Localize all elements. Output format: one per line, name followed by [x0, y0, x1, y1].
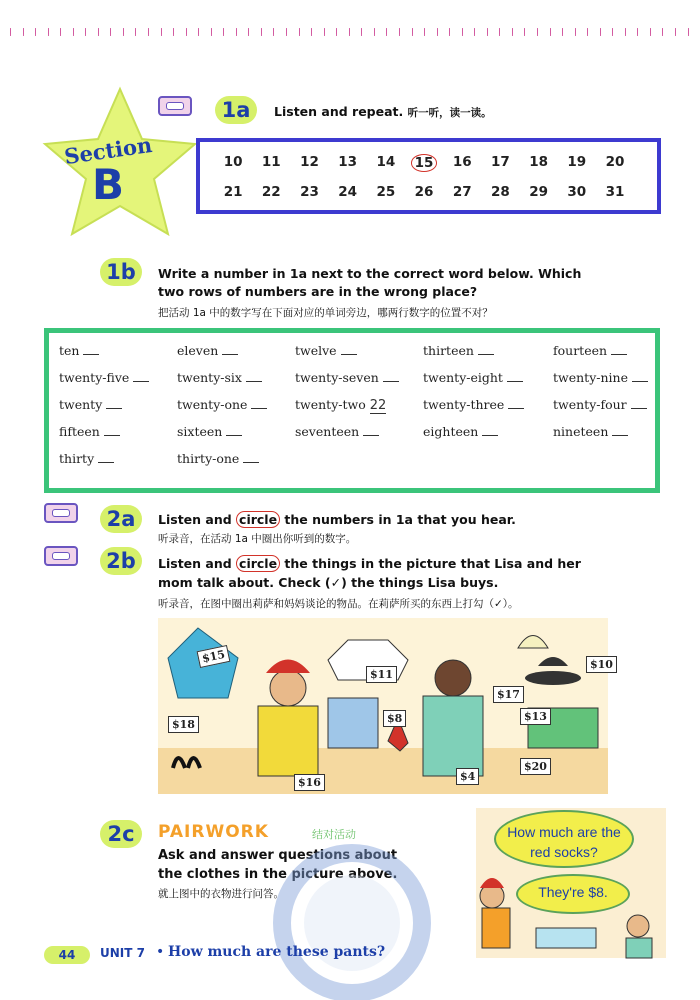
word-text: sixteen	[177, 424, 223, 439]
number-word	[59, 370, 149, 385]
price-tag[interactable]: $11	[366, 666, 397, 683]
answer-blank[interactable]	[251, 398, 267, 409]
number-cell[interactable]: 13	[338, 154, 358, 170]
pairwork-title: PAIRWORK	[158, 822, 269, 842]
activity-1a-label: 1a	[215, 96, 257, 124]
word-text: thirteen	[423, 343, 474, 358]
instr-text: Listen and	[158, 556, 237, 571]
number-word	[553, 343, 627, 358]
answer-blank[interactable]	[106, 398, 122, 409]
price-tag[interactable]: $4	[456, 768, 479, 785]
number-word	[423, 370, 523, 385]
number-cell[interactable]: 30	[567, 184, 587, 200]
number-cell[interactable]: 21	[223, 184, 243, 200]
number-cell[interactable]: 12	[300, 154, 319, 170]
number-cell[interactable]: 31	[605, 184, 625, 200]
price-tag[interactable]: $17	[493, 686, 524, 703]
footer-bullet: •	[156, 944, 165, 960]
number-word	[59, 424, 120, 439]
question-bubble: How much are the red socks?	[494, 810, 634, 868]
instr-text: the numbers in 1a that you hear.	[280, 512, 516, 527]
number-box	[196, 138, 661, 214]
number-word	[295, 424, 379, 439]
number-word	[59, 451, 114, 466]
cassette-icon[interactable]	[44, 546, 78, 566]
activity-2b-line1	[158, 556, 581, 571]
word-text: eighteen	[423, 424, 479, 439]
word-text: twenty-two	[295, 397, 366, 412]
answer-blank[interactable]	[341, 344, 357, 355]
number-word	[423, 343, 494, 358]
number-word	[177, 451, 259, 466]
number-word	[423, 424, 498, 439]
answer-blank[interactable]	[222, 344, 238, 355]
number-word	[423, 397, 524, 412]
word-text: twenty	[59, 397, 103, 412]
activity-1b-label: 1b	[100, 258, 142, 286]
price-tag[interactable]: $13	[520, 708, 551, 725]
word-text: eleven	[177, 343, 219, 358]
word-text: fifteen	[59, 424, 100, 439]
number-cell[interactable]: 14	[376, 154, 396, 170]
number-word	[553, 370, 648, 385]
answer-bubble: They're $8.	[516, 874, 630, 914]
activity-2c-line1: Ask and answer questions about	[158, 848, 398, 863]
activity-1b-line1: Write a number in 1a next to the correct word below. Which	[158, 266, 582, 281]
number-word	[295, 370, 399, 385]
word-text: twenty-nine	[553, 370, 628, 385]
word-text: twenty-four	[553, 397, 627, 412]
section-word: Section	[62, 131, 154, 170]
number-word	[295, 343, 357, 358]
number-word	[177, 370, 262, 385]
answer-blank[interactable]	[612, 425, 628, 436]
number-cell[interactable]: 26	[414, 184, 434, 200]
number-cell[interactable]: 10	[223, 154, 243, 170]
circle-word: circle	[236, 511, 280, 528]
number-word	[295, 397, 386, 413]
instr-text: the things in the picture that Lisa and her	[280, 556, 581, 571]
answer-blank[interactable]	[133, 371, 149, 382]
shopping-scene-illustration	[158, 618, 613, 794]
word-text: twenty-three	[423, 397, 505, 412]
activity-2b-label: 2b	[100, 547, 142, 575]
number-cell[interactable]: 29	[529, 184, 548, 200]
activity-2b-line2: mom talk about. Check (✓) the things Lisa buys.	[158, 575, 499, 590]
activity-2c-cn: 就上图中的衣物进行问答。	[158, 888, 284, 900]
number-cell[interactable]: 23	[300, 184, 319, 200]
number-word	[553, 397, 647, 412]
activity-2c-label: 2c	[100, 820, 142, 848]
activity-1a-instruction	[274, 104, 492, 120]
circle-word: circle	[236, 555, 280, 572]
number-word	[177, 424, 242, 439]
word-text: ten	[59, 343, 80, 358]
activity-1a-instruction-cn: 听一听，读一读。	[407, 107, 492, 119]
activity-2a-cn: 听录音，在活动 1a 中圈出你听到的数字。	[158, 533, 357, 545]
number-cell[interactable]: 17	[491, 154, 510, 170]
number-row-2	[214, 184, 634, 200]
number-cell[interactable]: 20	[605, 154, 625, 170]
word-box	[44, 328, 660, 493]
pairwork-title-cn: 结对活动	[312, 828, 356, 841]
answer-blank[interactable]	[98, 452, 114, 463]
activity-1b-line2: two rows of numbers are in the wrong place?	[158, 284, 478, 299]
instr-text: Listen and	[158, 512, 237, 527]
word-text: seventeen	[295, 424, 360, 439]
activity-2a-instruction	[158, 512, 516, 527]
cassette-icon[interactable]	[44, 503, 78, 523]
answer-blank[interactable]	[611, 344, 627, 355]
answer-blank[interactable]	[632, 371, 648, 382]
cassette-icon[interactable]	[158, 96, 192, 116]
word-text: twenty-eight	[423, 370, 503, 385]
top-dot-border	[10, 20, 700, 44]
answer-blank[interactable]	[383, 371, 399, 382]
activity-2b-cn: 听录音，在图中圈出莉萨和妈妈谈论的物品。在莉萨所买的东西上打勾（✓）。	[158, 598, 519, 610]
number-cell[interactable]: 28	[491, 184, 510, 200]
word-text: nineteen	[553, 424, 609, 439]
word-text: twenty-five	[59, 370, 130, 385]
word-text: twenty-six	[177, 370, 242, 385]
answer-blank[interactable]	[631, 398, 647, 409]
word-text: thirty	[59, 451, 95, 466]
dialogue-illustration	[476, 808, 666, 958]
answer-blank[interactable]	[482, 425, 498, 436]
word-text: twenty-one	[177, 397, 248, 412]
activity-1a-instruction-en: Listen and repeat.	[274, 104, 404, 119]
number-cell[interactable]: 16	[452, 154, 472, 170]
answer-blank[interactable]	[507, 371, 523, 382]
number-cell[interactable]: 27	[452, 184, 472, 200]
activity-2c-line2: the clothes in the picture above.	[158, 867, 398, 882]
footer-unit: UNIT 7	[100, 946, 145, 960]
number-cell[interactable]: 19	[567, 154, 587, 170]
answer-blank[interactable]	[83, 344, 99, 355]
number-cell[interactable]	[405, 154, 443, 172]
number-word	[59, 397, 122, 412]
activity-2a-label: 2a	[100, 505, 142, 533]
answer-blank[interactable]	[508, 398, 524, 409]
answer-blank[interactable]	[363, 425, 379, 436]
activity-1b-cn: 把活动 1a 中的数字写在下面对应的单词旁边，哪两行数字的位置不对？	[158, 307, 493, 319]
price-tag[interactable]: $15	[197, 645, 231, 668]
price-tag[interactable]: $18	[168, 716, 199, 733]
price-tag[interactable]: $20	[520, 758, 551, 775]
section-letter: B	[92, 160, 125, 209]
word-text: twenty-seven	[295, 370, 379, 385]
number-cell[interactable]: 11	[261, 154, 281, 170]
word-text: twelve	[295, 343, 337, 358]
number-cell[interactable]: 22	[261, 184, 281, 200]
number-word	[177, 343, 238, 358]
number-row-1	[214, 154, 634, 172]
page-number: 44	[44, 946, 90, 964]
answer-blank[interactable]	[226, 425, 242, 436]
answer-blank[interactable]	[478, 344, 494, 355]
price-tag[interactable]: $10	[586, 656, 617, 673]
circled-number: 15	[411, 154, 438, 172]
number-cell[interactable]: 25	[376, 184, 396, 200]
number-word	[553, 424, 628, 439]
word-text: fourteen	[553, 343, 608, 358]
price-tag[interactable]: $16	[294, 774, 325, 791]
number-word	[177, 397, 267, 412]
number-word	[59, 343, 99, 358]
number-cell[interactable]: 18	[529, 154, 548, 170]
number-cell[interactable]: 24	[338, 184, 358, 200]
word-text: thirty-one	[177, 451, 240, 466]
watermark-seal	[262, 848, 442, 998]
answer-blank[interactable]	[104, 425, 120, 436]
example-answer: 22	[369, 398, 387, 413]
price-tag[interactable]: $8	[383, 710, 406, 727]
answer-blank[interactable]	[246, 371, 262, 382]
footer-title: How much are these pants?	[168, 944, 386, 960]
answer-blank[interactable]	[243, 452, 259, 463]
